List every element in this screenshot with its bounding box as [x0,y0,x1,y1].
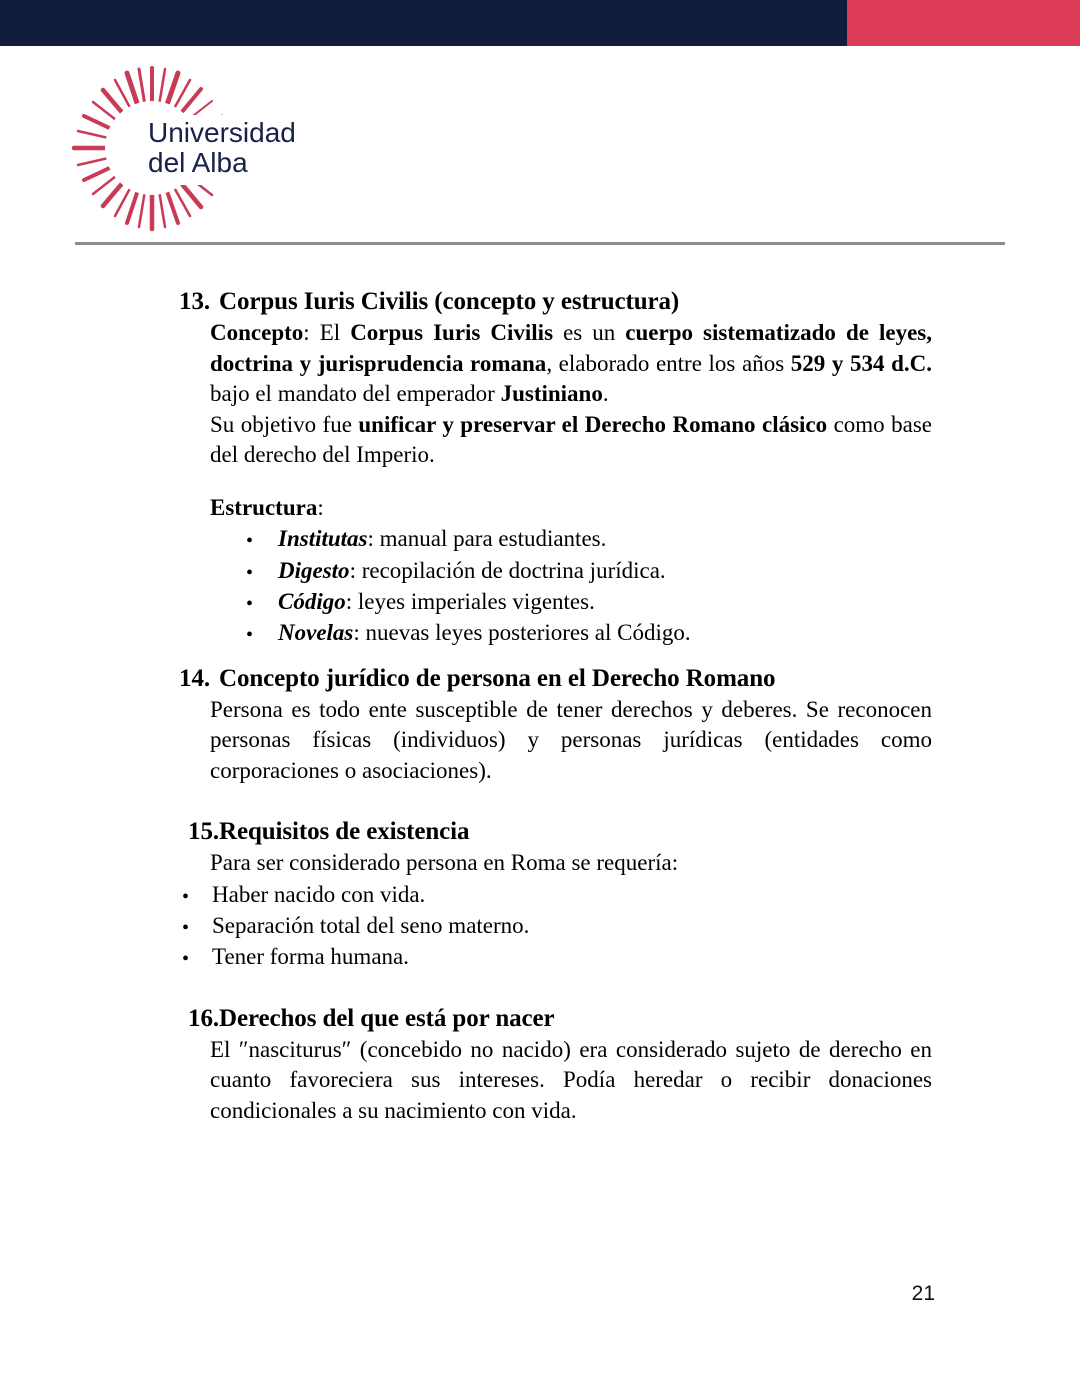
section-14-paragraph: Persona es todo ente susceptible de tener derechos y deberes. Se reconocen personas físicas (individuos) y personas jurídicas (entidades como corporaciones o asociaciones). [210,696,932,783]
bullet-text: Separación total del seno materno. [212,913,530,939]
run-p1-2: : El [303,320,351,345]
section-15 [0,816,1080,972]
run-corpus: Corpus Iuris Civilis [350,320,554,345]
bullet-dot-icon: • [246,530,254,553]
list-item [0,586,1080,617]
section-13-bullet-list [0,523,1080,648]
bullet-text: Tener forma humana. [212,944,409,970]
section-16-title: Derechos del que está por nacer [219,1004,555,1032]
document-body [0,286,1080,1126]
run-p2-3: como base del derecho del Imperio. [210,411,932,468]
header-divider-rule [75,242,1005,245]
section-14-heading [0,663,1080,695]
bullet-dot-icon: • [246,624,254,647]
run-unificar: unificar y preservar el Derecho Romano clásico [358,411,828,437]
list-item [0,523,1080,554]
list-item [0,910,1080,941]
section-15-number: 15. [188,818,219,846]
section-15-bullet-list [0,879,1080,973]
bullet-term: Novelas [278,620,354,646]
spacer [0,471,1080,493]
section-13-paragraph-2 [210,410,932,471]
section-13 [0,286,1080,649]
bullet-text: : recopilación de doctrina jurídica. [349,557,666,583]
header-bar-navy [0,0,847,46]
bullet-dot-icon: • [182,885,190,908]
run-concepto: Concepto [210,320,304,345]
section-16-heading [0,1003,1080,1035]
section-14 [0,663,1080,787]
section-15-title: Requisitos de existencia [219,818,470,846]
section-16-number: 16. [188,1004,219,1032]
list-item [0,879,1080,910]
spacer [0,786,1080,816]
header-color-bar [0,0,1080,46]
logo-line1: Universidad [148,117,296,148]
run-p1-8: bajo el mandato del emperador [210,381,501,407]
section-16 [0,1003,1080,1127]
subheading-estructura: Estructura [210,494,318,520]
section-15-heading [0,816,1080,848]
page-number: 21 [911,1282,935,1305]
list-item [0,617,1080,648]
spacer [0,649,1080,663]
run-cuerpo: cuerpo sistematizado de leyes, doctrina y jurisprudencia romana [210,320,932,376]
bullet-dot-icon: • [246,593,254,615]
list-item [0,941,1080,972]
section-16-paragraph: El ″nasciturus″ (concebido no nacido) era considerado sujeto de derecho en cuanto favoreciera sus intereses. Podía heredar o recibir donaciones condicionales a su nacimiento con vida. [210,1036,932,1123]
section-13-heading [0,286,1080,318]
list-item [0,555,1080,586]
bullet-term: Digesto [278,557,350,583]
university-logo [72,60,322,235]
section-15-paragraph: Para ser considerado persona en Roma se requería: [210,850,679,876]
header-bar-crimson [847,0,1080,46]
section-13-title: Corpus Iuris Civilis (concepto y estructura) [219,288,680,315]
subheading-colon: : [317,494,324,520]
logo-line2: del Alba [148,147,248,178]
bullet-dot-icon: • [182,948,190,971]
run-p1-6: , elaborado entre los años [546,350,791,376]
run-p1-4: es un [553,320,626,345]
bullet-text: : manual para estudiantes. [367,526,607,552]
bullet-dot-icon: • [246,561,254,584]
letterhead [0,46,1080,246]
bullet-term: Código [278,589,346,614]
bullet-dot-icon: • [182,917,190,940]
section-14-title: Concepto jurídico de persona en el Derecho Romano [219,664,776,692]
run-justiniano: Justiniano [500,381,603,407]
section-13-subheading [210,493,932,524]
section-13-number: 13. [179,288,210,315]
run-anios: 529 y 534 d.C. [790,350,932,376]
spacer [0,973,1080,1003]
section-14-number: 14. [179,664,210,692]
bullet-term: Institutas [278,526,368,552]
bullet-text: : nuevas leyes posteriores al Código. [353,620,691,646]
bullet-text: Haber nacido con vida. [212,881,426,907]
run-p2-1: Su objetivo fue [210,411,359,437]
bullet-text: : leyes imperiales vigentes. [345,589,595,614]
run-p1-10: . [602,381,609,407]
section-13-paragraph-1 [210,318,932,410]
